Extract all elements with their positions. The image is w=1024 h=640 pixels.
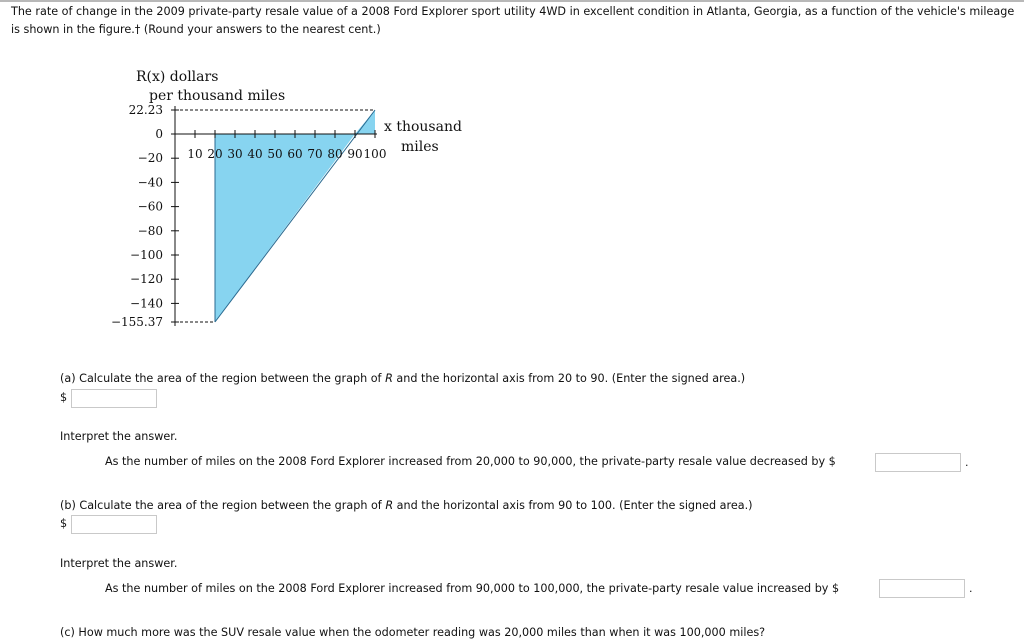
part-a-area-input[interactable] bbox=[71, 389, 157, 408]
part-b-increase-input[interactable] bbox=[879, 579, 965, 598]
x-tick-label: 70 bbox=[307, 147, 323, 161]
part-a-currency: $ bbox=[60, 391, 68, 404]
rate-of-change-chart bbox=[0, 0, 520, 360]
part-b-interpret-label: Interpret the answer. bbox=[60, 557, 178, 570]
part-c-question: (c) How much more was the SUV resale value when the odometer reading was 20,000 miles than when it was 100,000 miles? bbox=[60, 626, 766, 639]
part-b-question: (b) Calculate the area of the region between the graph of R and the horizontal axis from 90 to 100. (Enter the signed area.) bbox=[60, 499, 753, 512]
part-a-interpret-text: As the number of miles on the 2008 Ford Explorer increased from 20,000 to 90,000, the private-party resale value decreased by $ bbox=[105, 455, 836, 468]
y-tick-label: −40 bbox=[137, 175, 163, 190]
y-tick-label: −120 bbox=[130, 272, 163, 287]
y-tick-label: −20 bbox=[137, 151, 163, 166]
part-b-interpret-text: As the number of miles on the 2008 Ford Explorer increased from 90,000 to 100,000, the private-party resale value increased by $ bbox=[105, 582, 840, 595]
x-tick-label: 100 bbox=[363, 147, 387, 161]
y-axis-title: R(x) dollars bbox=[136, 69, 219, 85]
y-axis-subtitle: per thousand miles bbox=[149, 88, 286, 104]
y-tick-label: −80 bbox=[137, 223, 163, 238]
x-tick-label: 60 bbox=[287, 147, 303, 161]
part-a-decrease-input[interactable] bbox=[875, 453, 961, 472]
part-b-currency: $ bbox=[60, 517, 68, 530]
x-axis-title: x thousand bbox=[384, 119, 462, 135]
part-a-interpret-label: Interpret the answer. bbox=[60, 430, 178, 443]
x-tick-label: 10 bbox=[187, 147, 203, 161]
y-tick-label: −140 bbox=[130, 296, 163, 311]
y-tick-label: −155.37 bbox=[110, 315, 163, 329]
x-tick-label: 20 bbox=[207, 147, 223, 161]
x-tick-label: 50 bbox=[267, 147, 283, 161]
x-tick-label: 90 bbox=[347, 147, 363, 161]
chart-plot bbox=[111, 69, 462, 329]
y-tick-label: −100 bbox=[130, 248, 163, 263]
x-tick-label: 30 bbox=[227, 147, 243, 161]
problem-statement: The rate of change in the 2009 private-party resale value of a 2008 Ford Explorer sport utility 4WD in excellent condition in Atlanta, Georgia, as a function of the vehicle's mileage is shown in the figure.† (Round your answers to the nearest cent.) bbox=[11, 5, 1015, 36]
x-tick-label: 40 bbox=[247, 147, 263, 161]
part-b-period: . bbox=[969, 582, 973, 595]
x-axis-subtitle: miles bbox=[401, 139, 439, 155]
x-tick-label: 80 bbox=[327, 147, 343, 161]
part-b-area-input[interactable] bbox=[71, 515, 157, 534]
part-a-period: . bbox=[965, 456, 969, 469]
y-tick-label: 22.23 bbox=[128, 103, 163, 117]
y-tick-label: −60 bbox=[137, 199, 163, 214]
part-a-question: (a) Calculate the area of the region between the graph of R and the horizontal axis from 20 to 90. (Enter the signed area.) bbox=[60, 372, 746, 385]
y-tick-label: 0 bbox=[155, 127, 163, 141]
